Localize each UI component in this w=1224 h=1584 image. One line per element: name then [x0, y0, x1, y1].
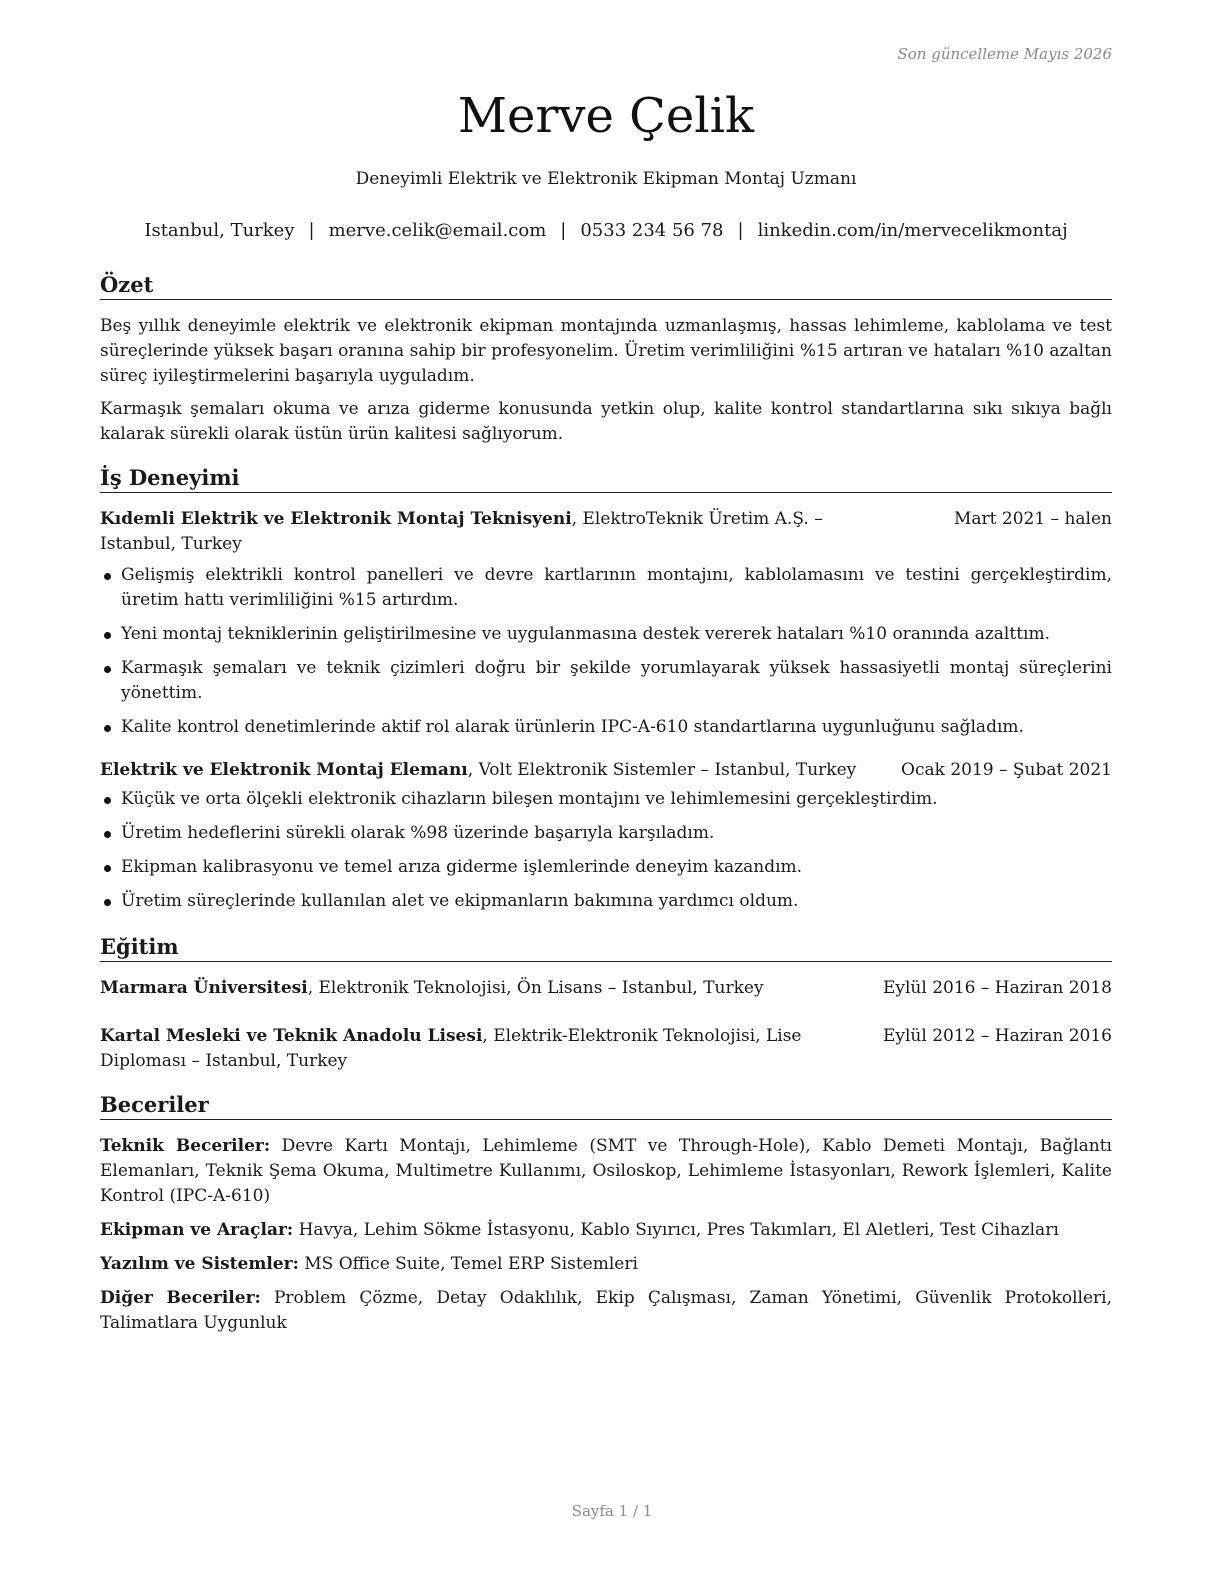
skill-label: Teknik Beceriler:: [100, 1136, 271, 1156]
job-role: Kıdemli Elektrik ve Elektronik Montaj Teknisyeni: [100, 509, 572, 529]
list-item: Küçük ve orta ölçekli elektronik cihazların bileşen montajını ve lehimlemesini gerçekleştirdim.: [100, 787, 1112, 812]
contact-separator: |: [560, 220, 567, 241]
skills-section: [100, 1091, 1112, 1345]
skill-value: Devre Kartı Montajı, Lehimleme (SMT ve Through-Hole), Kablo Demeti Montajı, Bağlantı Elemanları, Teknik Şema Okuma, Multimetre Kullanımı, Osiloskop, Lehimleme İstasyonları, Rework İşlemleri, Kalite Kontrol (IPC-A-610): [100, 1136, 1112, 1206]
skill-group: [100, 1252, 1112, 1277]
list-item: Üretim hedeflerini sürekli olarak %98 üzerinde başarıyla karşıladım.: [100, 821, 1112, 846]
summary-section: [100, 271, 1112, 455]
list-item: Gelişmiş elektrikli kontrol panelleri ve devre kartlarının montajını, kablolamasını ve testini gerçekleştirdim, üretim hattı verimliliğini %15 artırdım.: [100, 563, 1112, 613]
contact-separator: |: [308, 220, 315, 241]
contact-linkedin[interactable]: linkedin.com/in/mervecelikmontaj: [757, 220, 1068, 241]
summary-heading: Özet: [100, 271, 1112, 300]
experience-section: [100, 464, 1112, 923]
contact-separator: |: [737, 220, 744, 241]
skill-group: [100, 1286, 1112, 1336]
list-item: Kalite kontrol denetimlerinde aktif rol alarak ürünlerin IPC-A-610 standartlarına uygunluğunu sağladım.: [100, 715, 1112, 740]
skill-value: Havya, Lehim Sökme İstasyonu, Kablo Sıyırıcı, Pres Takımları, El Aletleri, Test Cihazları: [293, 1220, 1059, 1240]
job-dates: Ocak 2019 – Şubat 2021: [901, 760, 1112, 780]
job-header: [100, 507, 1112, 557]
list-item: Karmaşık şemaları ve teknik çizimleri doğru bir şekilde yorumlayarak yüksek hassasiyetli montaj süreçlerini yönettim.: [100, 656, 1112, 706]
skill-value: MS Office Suite, Temel ERP Sistemleri: [298, 1254, 638, 1274]
job-role: Elektrik ve Elektronik Montaj Elemanı: [100, 760, 468, 780]
skill-label: Yazılım ve Sistemler:: [100, 1254, 299, 1274]
skills-heading: Beceriler: [100, 1091, 1112, 1120]
job-bullets: [100, 563, 1112, 740]
job-entry: [100, 758, 1112, 914]
education-section: [100, 933, 1112, 1074]
education-entry: [100, 1024, 1112, 1074]
candidate-title: Deneyimli Elektrik ve Elektronik Ekipman Montaj Uzmanı: [355, 169, 857, 189]
job-bullets: [100, 787, 1112, 914]
list-item: Üretim süreçlerinde kullanılan alet ve ekipmanların bakımına yardımcı oldum.: [100, 889, 1112, 914]
education-entry: [100, 976, 1112, 1001]
school-name: Marmara Üniversitesi: [100, 978, 308, 998]
job-entry: [100, 507, 1112, 740]
school-name: Kartal Mesleki ve Teknik Anadolu Lisesi: [100, 1026, 483, 1046]
school-detail: , Elektronik Teknolojisi, Ön Lisans – Istanbul, Turkey: [307, 978, 764, 998]
experience-heading: İş Deneyimi: [100, 464, 1112, 493]
education-dates: Eylül 2016 – Haziran 2018: [882, 978, 1112, 998]
list-item: Yeni montaj tekniklerinin geliştirilmesine ve uygulanmasına destek vererek hataları %10 oranında azalttım.: [100, 622, 1112, 647]
last-updated: Son güncelleme Mayıs 2026: [897, 45, 1112, 63]
job-company: , Volt Elektronik Sistemler – Istanbul, Turkey: [467, 760, 857, 780]
contact-phone[interactable]: 0533 234 56 78: [580, 220, 724, 241]
skill-group: [100, 1218, 1112, 1243]
contact-location: Istanbul, Turkey: [144, 220, 295, 241]
contact-line: [100, 219, 1112, 243]
page-number: Sayfa 1 / 1: [571, 1502, 653, 1520]
job-company: , ElektroTeknik Üretim A.Ş. – Istanbul, Turkey: [100, 509, 823, 554]
skill-label: Diğer Beceriler:: [100, 1288, 261, 1308]
summary-paragraph: Karmaşık şemaları okuma ve arıza giderme konusunda yetkin olup, kalite kontrol standartlarına sıkı sıkıya bağlı kalarak sürekli olarak üstün ürün kalitesi sağlıyorum.: [100, 399, 1112, 444]
skill-value: Problem Çözme, Detay Odaklılık, Ekip Çalışması, Zaman Yönetimi, Güvenlik Protokolleri, Talimatlara Uygunluk: [100, 1288, 1112, 1333]
skill-group: [100, 1134, 1112, 1209]
education-dates: Eylül 2012 – Haziran 2016: [882, 1026, 1112, 1046]
list-item: Ekipman kalibrasyonu ve temel arıza giderme işlemlerinde deneyim kazandım.: [100, 855, 1112, 880]
summary-paragraph: Beş yıllık deneyimle elektrik ve elektronik ekipman montajında uzmanlaşmış, hassas lehimleme, kablolama ve test süreçlerinde yüksek başarı oranına sahip bir profesyonelim. Üretim verimliliğini %15 artıran ve hataları %10 azaltan süreç iyileştirmelerini başarıyla uyguladım.: [100, 316, 1112, 386]
skill-label: Ekipman ve Araçlar:: [100, 1220, 294, 1240]
contact-email[interactable]: merve.celik@email.com: [328, 220, 547, 241]
candidate-name: Merve Çelik: [457, 88, 755, 144]
job-dates: Mart 2021 – halen: [953, 509, 1112, 529]
education-heading: Eğitim: [100, 933, 1112, 962]
school-detail: , Elektrik-Elektronik Teknolojisi, Lise Diploması – Istanbul, Turkey: [100, 1026, 802, 1071]
job-header: [100, 758, 1112, 783]
